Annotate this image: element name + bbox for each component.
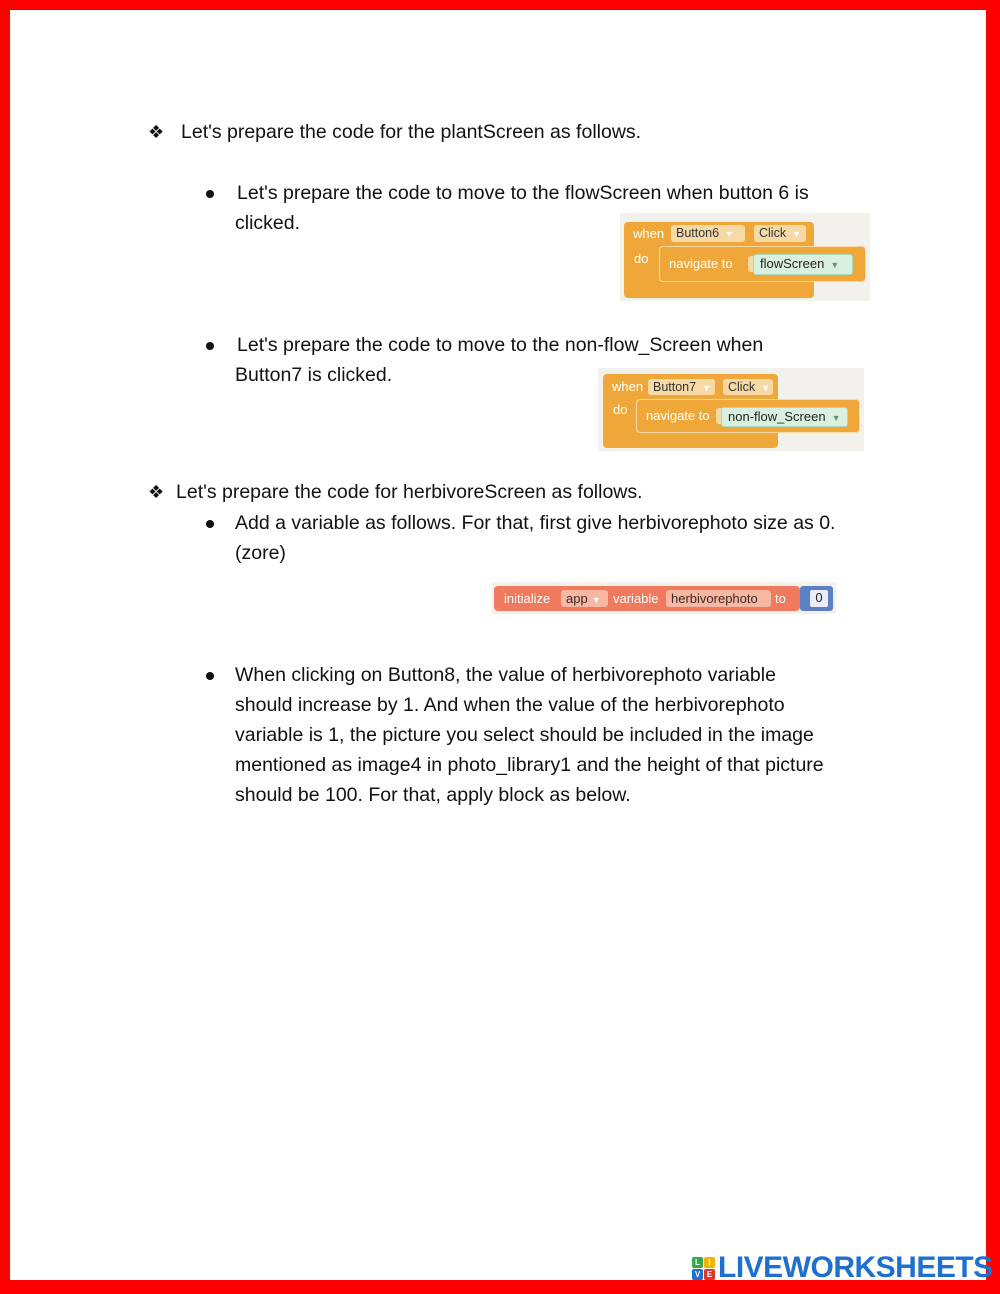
to-label: to [775,591,786,606]
navigate-label: navigate to [669,256,733,271]
component-dropdown[interactable]: Button6 ▼ [671,225,745,242]
item-text-line: mentioned as image4 in photo_library1 and the height of that picture [235,754,824,776]
code-block-init-variable [492,582,836,614]
screen-dropdown[interactable]: non-flow_Screen ▼ [721,407,848,427]
code-block-button7 [598,368,864,451]
bullet-icon [206,520,214,528]
component-dropdown[interactable]: Button7 ▼ [648,379,715,395]
item-text-line: Button7 is clicked. [235,364,393,386]
dropdown-caret-icon: ▼ [792,229,802,239]
section-heading: Let's prepare the code for the plantScreen as follows. [181,121,642,143]
dropdown-caret-icon: ▼ [830,260,840,270]
dropdown-caret-icon: ▼ [702,383,712,393]
item-text-line: Let's prepare the code to move to the flowScreen when button 6 is [237,182,809,204]
screen-dropdown[interactable]: flowScreen ▼ [753,254,853,275]
section-heading: Let's prepare the code for herbivoreScreen as follows. [176,481,643,503]
logo-text: LIVEWORKSHEETS [718,1251,993,1284]
when-label: when [633,226,665,241]
number-value-field[interactable]: 0 [810,590,828,607]
variable-label: variable [613,591,659,606]
bullet-icon [206,672,214,680]
dropdown-caret-icon: ▼ [761,383,771,393]
item-text-line: should increase by 1. And when the value of the herbivorephoto [235,694,785,716]
variable-name-field[interactable]: herbivorephoto [666,590,771,607]
item-text-line: Add a variable as follows. For that, first give herbivorephoto size as 0. [235,512,836,534]
do-label: do [613,402,628,417]
dropdown-caret-icon: ▼ [591,595,601,605]
diamond-bullet-icon: ❖ [148,482,165,502]
when-label: when [612,379,644,394]
logo-mark-icon: L I V E [692,1257,715,1280]
item-text-line: clicked. [235,212,301,234]
item-text-line: When clicking on Button8, the value of herbivorephoto variable [235,664,776,686]
dropdown-caret-icon: ▼ [831,413,841,423]
dropdown-caret-icon: ▼ [725,229,735,239]
bullet-icon [206,190,214,198]
code-block-button6 [620,213,870,301]
event-dropdown[interactable]: Click ▼ [754,225,806,242]
navigate-label: navigate to [646,408,710,423]
scope-dropdown[interactable]: app ▼ [561,590,608,607]
event-dropdown[interactable]: Click ▼ [723,379,773,395]
item-text-line: variable is 1, the picture you select should be included in the image [235,724,814,746]
item-text-line: should be 100. For that, apply block as below. [235,784,631,806]
do-label: do [634,251,649,266]
initialize-label: initialize [504,591,551,606]
item-text-line: (zore) [235,542,286,564]
liveworksheets-logo [692,1251,993,1285]
bullet-icon [206,342,214,350]
item-text-line: Let's prepare the code to move to the non-flow_Screen when [237,334,764,356]
diamond-bullet-icon: ❖ [148,122,165,142]
